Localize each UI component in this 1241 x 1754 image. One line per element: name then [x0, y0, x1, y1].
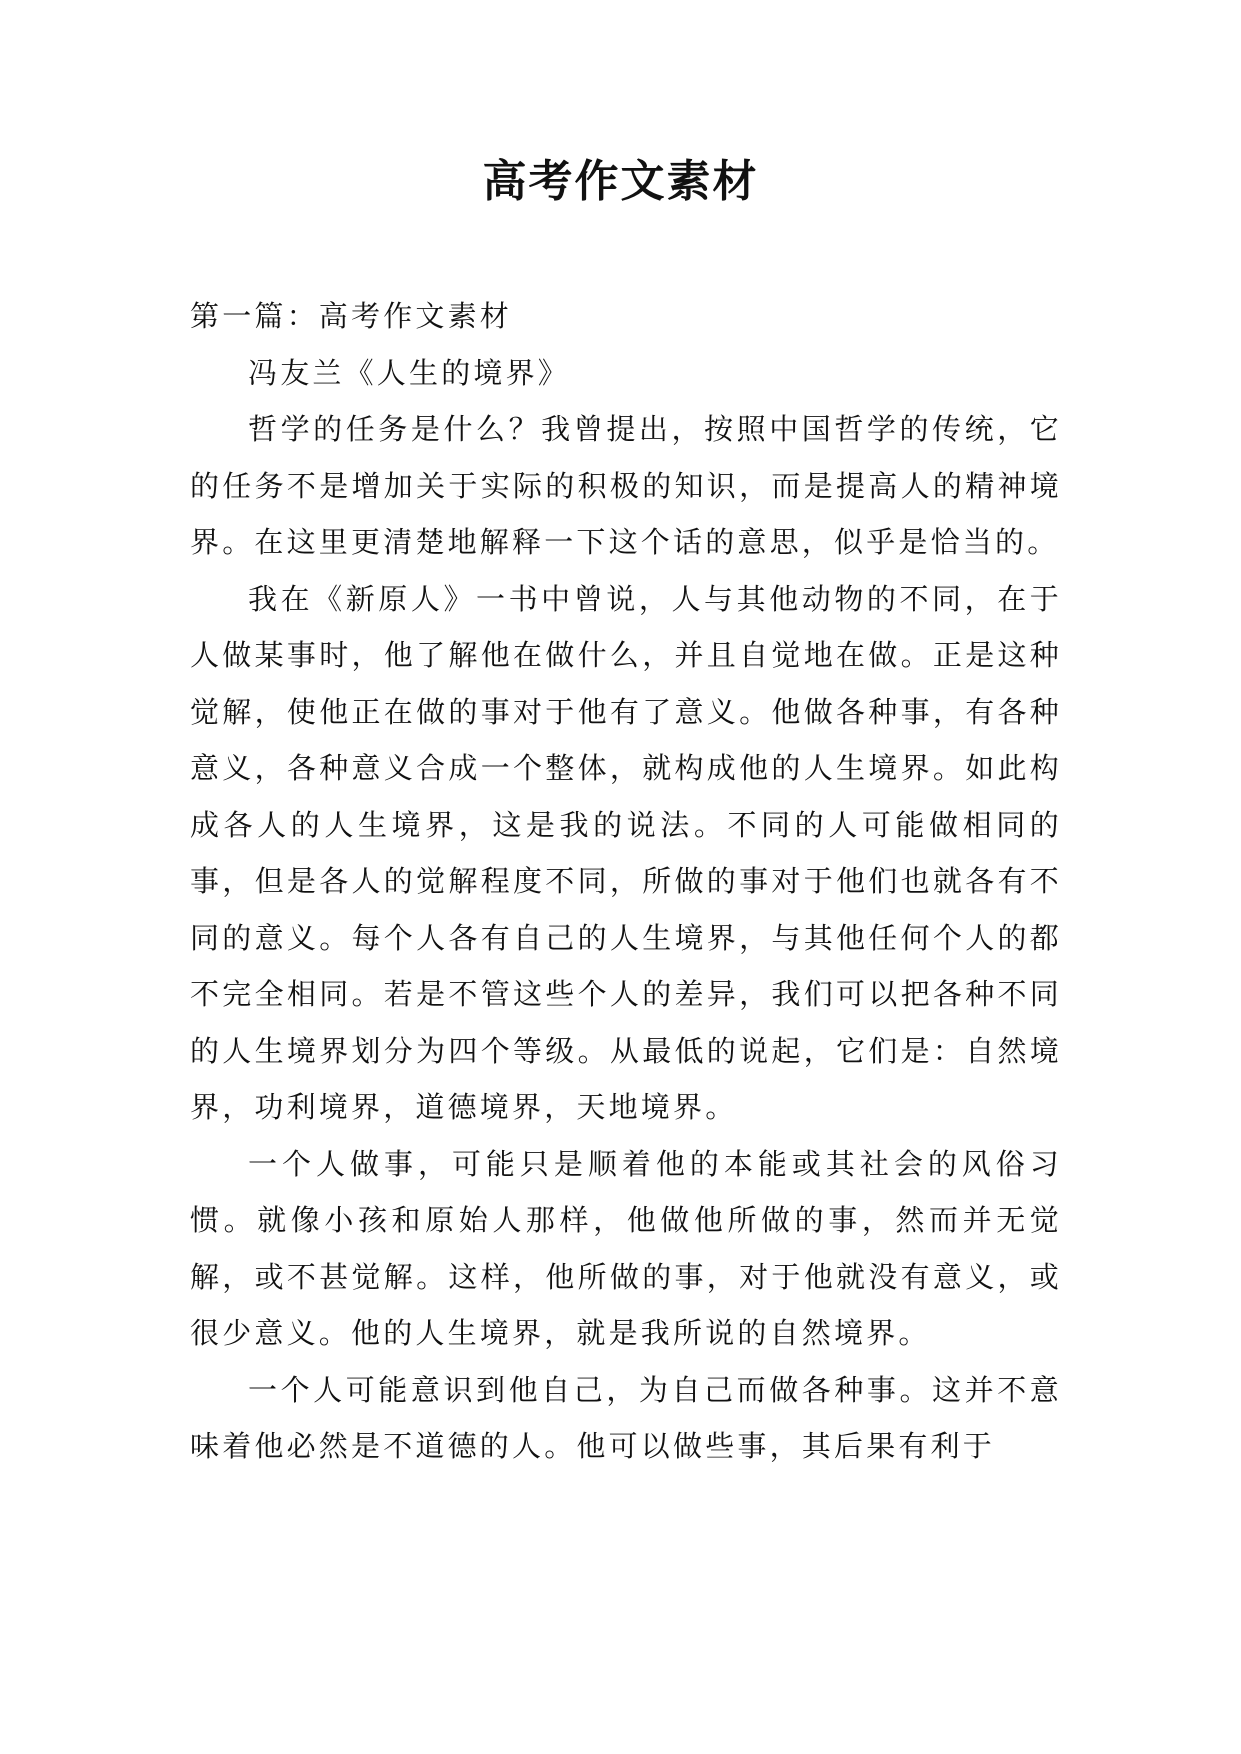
section-heading: 第一篇：高考作文素材	[190, 299, 513, 333]
body-paragraph-2: 我在《新原人》一书中曾说，人与其他动物的不同，在于人做某事时，他了解他在做什么，并且自觉地在做。正是这种觉解，使他正在做的事对于他有了意义。他做各种事，有各种意义，各种意义合成一个整体，就构成他的人生境界。如此构成各人的人生境界，这是我的说法。不同的人可能做相同的事，但是各人的觉解程度不同，所做的事对于他们也就各有不同的意义。每个人各有自己的人生境界，与其他任何个人的都不完全相同。若是不管这些个人的差异，我们可以把各种不同的人生境界划分为四个等级。从最低的说起，它们是：自然境界，功利境界，道德境界，天地境界。	[190, 581, 1062, 1124]
body-paragraph-3: 一个人做事，可能只是顺着他的本能或其社会的风俗习惯。就像小孩和原始人那样，他做他所做的事，然而并无觉解，或不甚觉解。这样，他所做的事，对于他就没有意义，或很少意义。他的人生境界，就是我所说的自然境界。	[190, 1146, 1062, 1350]
body-paragraph-1: 哲学的任务是什么？我曾提出，按照中国哲学的传统，它的任务不是增加关于实际的积极的知识，而是提高人的精神境界。在这里更清楚地解释一下这个话的意思，似乎是恰当的。	[190, 412, 1062, 559]
article-subtitle: 冯友兰《人生的境界》	[248, 355, 571, 390]
document-title: 高考作文素材	[482, 156, 759, 207]
body-paragraph-4: 一个人可能意识到他自己，为自己而做各种事。这并不意味着他必然是不道德的人。他可以做些事，其后果有利于	[190, 1372, 1062, 1463]
document-body	[190, 288, 1062, 1475]
